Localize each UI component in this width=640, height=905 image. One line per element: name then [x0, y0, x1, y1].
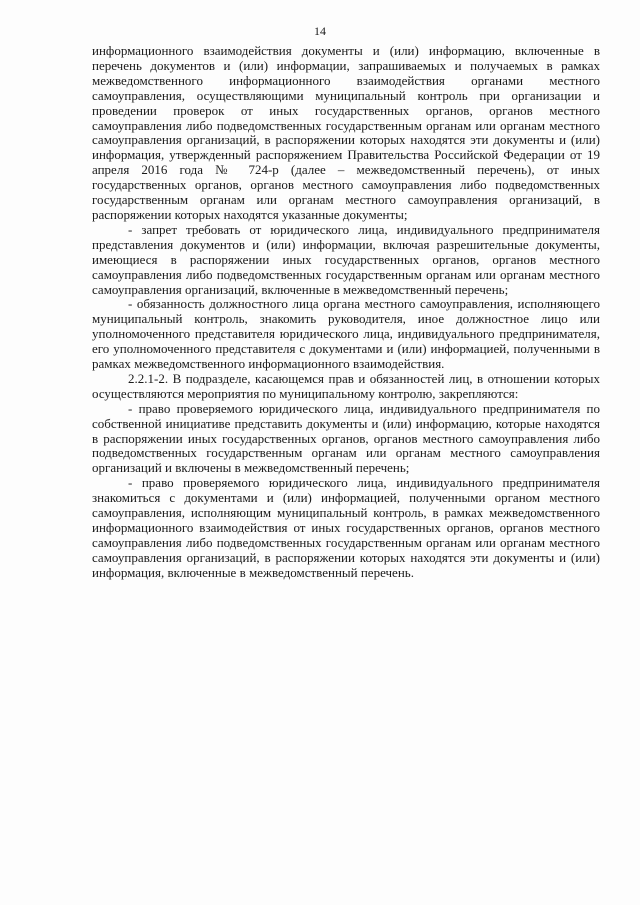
paragraph-official-duty: - обязанность должностного лица органа местного самоуправления, исполняющего муниципальный контроль, знакомить руководителя, иное должностное лицо или уполномоченного представителя юридического лица, индивидуального предпринимателя, его уполномоченного представителя с документами и (или) информацией, полученными в рамках межведомственного информационного взаимодействия. — [92, 296, 600, 372]
document-body — [92, 44, 600, 581]
paragraph-ban-requirement: - запрет требовать от юридического лица, индивидуального предпринимателя представления документов и (или) информации, включая разрешительные документы, имеющиеся в распоряжении иных государственных органов, органов местного самоуправления либо подведомственных государственным органам или органам местного самоуправления организаций, включенные в межведомственный перечень; — [92, 221, 600, 297]
page-number: 14 — [314, 24, 326, 38]
paragraph-section-2-2-1-2: 2.2.1-2. В подразделе, касающемся прав и обязанностей лиц, в отношении которых осуществляются мероприятия по муниципальному контролю, закрепляются: — [92, 370, 600, 401]
paragraph-right-to-review: - право проверяемого юридического лица, индивидуального предпринимателя знакомиться с документами и (или) информацией, полученными органом местного самоуправления, исполняющим муниципальный контроль, в рамках межведомственного информационного взаимодействия от иных государственных органов, органов местного самоуправления либо подведомственных государственным органам или органам местного самоуправления организаций, в распоряжении которых находятся эти документы и (или) информация, включенные в межведомственный перечень. — [92, 475, 600, 580]
paragraph-continuation: информационного взаимодействия документы и (или) информацию, включенные в перечень документов и (или) информации, запрашиваемых и получаемых в рамках межведомственного информационного взаимодействия органами местного самоуправления, осуществляющими муниципальный контроль при организации и проведении проверок от иных государственных органов, органов местного самоуправления либо подведомственных государственным органам или органам местного самоуправления организаций, в распоряжении которых находятся эти документы и (или) информация, утвержденный распоряжением Правительства Российской Федерации от 19 апреля 2016 года № 724-р (далее – межведомственный перечень), от иных государственных органов, органов местного самоуправления либо подведомственных государственным органам или органам местного самоуправления организаций, в распоряжении которых находятся указанные документы; — [92, 43, 600, 222]
paragraph-right-to-submit: - право проверяемого юридического лица, индивидуального предпринимателя по собственной инициативе представить документы и (или) информацию, которые находятся в распоряжении иных государственных органов, органов местного самоуправления либо подведомственных государственным органам или органам местного самоуправления организаций и включены в межведомственный перечень; — [92, 400, 600, 476]
